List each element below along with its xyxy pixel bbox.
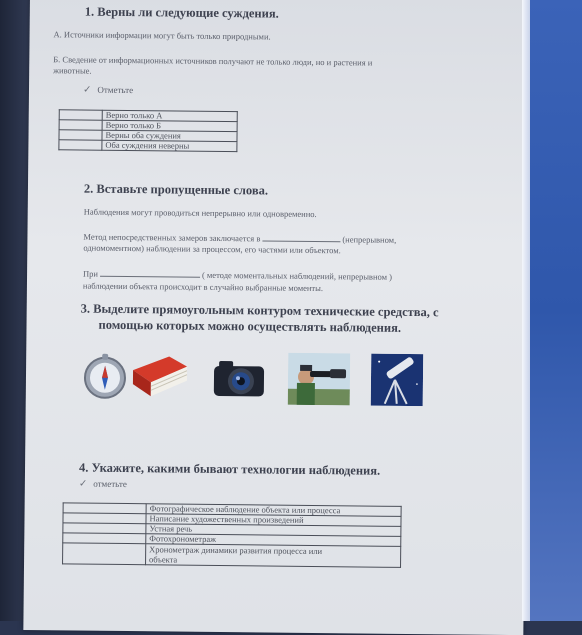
answer-checkbox-cell[interactable] [59, 120, 102, 130]
q2-line5: наблюдении объекта происходит в случайно выбранные моменты. [82, 280, 324, 294]
option-line1: Хронометраж динамики развития процесса или [149, 544, 323, 557]
fill-in-blank[interactable] [100, 268, 200, 278]
q1-mark-instruction [83, 85, 133, 97]
q1-statement-b-line2: животные. [53, 65, 92, 76]
fill-in-blank[interactable] [262, 232, 340, 242]
worksheet-page [23, 0, 530, 635]
q1-answer-table [58, 109, 237, 152]
table-row [59, 140, 237, 152]
option-cell: Верно только А [102, 110, 237, 121]
q2-line1: Наблюдения могут проводиться непрерывно или одновременно. [83, 206, 317, 220]
option-cell: Верно только Б [102, 120, 237, 131]
q4-title: 4. Укажите, какими бывают технологии наблюдения. [78, 460, 381, 478]
q4-answer-table [62, 502, 402, 568]
q2-line2-end: (непрерывном, [342, 234, 397, 245]
answer-checkbox-cell[interactable] [59, 130, 102, 140]
q2-line3: одномоментном) наблюдении за процессом, его частями или объектом. [83, 242, 341, 256]
monitor-screen-edge [522, 0, 582, 621]
answer-checkbox-cell[interactable] [63, 543, 146, 565]
q1-statement-a: А. Источники информации могут быть только природными. [53, 29, 271, 42]
q1-mark-label: Отметьте [97, 84, 134, 96]
option-cell: Фотографическое наблюдение объекта или процесса [146, 504, 401, 517]
compass-icon[interactable] [81, 352, 130, 402]
answer-checkbox-cell[interactable] [59, 110, 102, 120]
q2-line2-start: Метод непосредственных замеров заключается в [83, 231, 261, 244]
option-cell [146, 544, 401, 568]
answer-checkbox-cell[interactable] [59, 140, 102, 150]
q1-statement-b-line1: Б. Сведение от информационных источников получают не только люди, но и растения и [53, 54, 373, 68]
option-cell: Устная речь [146, 524, 401, 537]
q4-mark-instruction [79, 479, 127, 491]
telescope-icon[interactable] [371, 354, 424, 407]
q2-title: 2. Вставьте пропущенные слова. [83, 181, 269, 198]
q4-mark-label: отметьте [93, 478, 127, 490]
q1-title: 1. Верны ли следующие суждения. [84, 4, 279, 21]
option-line2: объекта [149, 554, 178, 565]
option-cell: Оба суждения неверны [102, 140, 237, 151]
person-with-binoculars-icon[interactable] [288, 353, 351, 406]
q2-line4-start: При [83, 268, 99, 279]
option-cell: Верны оба суждения [102, 130, 237, 141]
camera-icon[interactable] [211, 356, 267, 401]
q3-title-line2: помощью которых можно осуществлять наблюдения. [98, 317, 402, 335]
check-icon: ✓ [82, 84, 92, 96]
option-cell: Написание художественных произведений [146, 514, 401, 527]
book-icon[interactable] [129, 350, 192, 401]
option-cell: Фотохронометраж [146, 534, 401, 547]
table-row [63, 543, 401, 568]
q2-line4 [83, 268, 392, 282]
q3-title-line1: 3. Выделите прямоугольным контуром технические средства, с [80, 301, 439, 320]
check-icon: ✓ [78, 478, 88, 490]
q2-line4-end: ( методе моментальных наблюдений, непрерывном ) [201, 269, 393, 282]
